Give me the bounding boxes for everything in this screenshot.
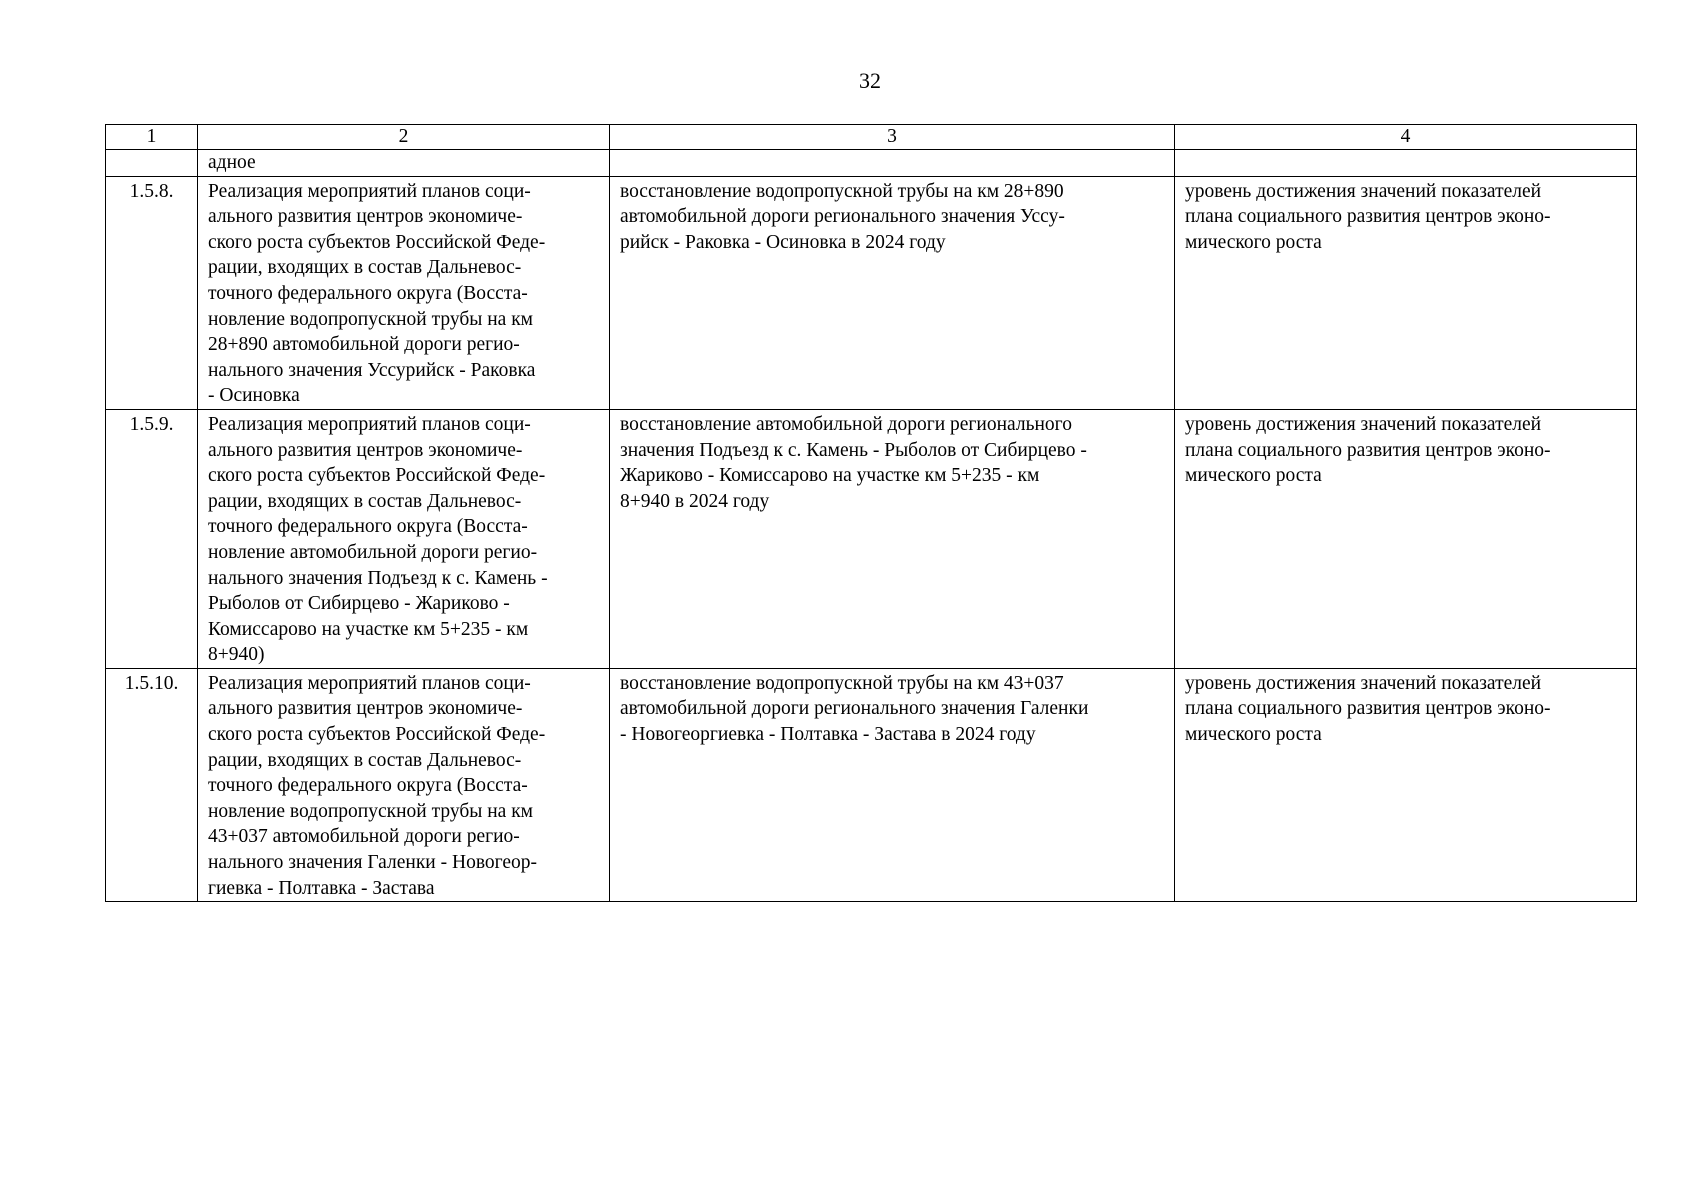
text-line: плана социального развития центров эконо- [1185, 439, 1551, 461]
text-line: точного федерального округа (Восста- [208, 516, 528, 538]
text-line: нального значения Галенки - Новогеор- [208, 852, 538, 874]
text-line: Комиссарово на участке км 5+235 - км [208, 618, 529, 640]
indicator [1175, 176, 1637, 409]
text-line: мического роста [1185, 465, 1322, 487]
expected-result [610, 409, 1175, 668]
text-line: - Осиновка [208, 385, 300, 407]
text-line: плана социального развития центров эконо- [1185, 698, 1551, 720]
continuation-cell-3 [610, 150, 1175, 177]
continuation-cell-2: адное [198, 150, 610, 177]
text-line: рации, входящих в состав Дальневос- [208, 749, 522, 771]
expected-result [610, 176, 1175, 409]
text-line: - Новогеоргиевка - Полтавка - Застава в 2024 году [620, 724, 1036, 746]
text-line: новление водопропускной трубы на км [208, 800, 534, 822]
text-line: автомобильной дороги регионального значения Галенки [620, 698, 1089, 720]
continuation-cell-1 [106, 150, 198, 177]
measures-table [105, 124, 1637, 902]
text-line: Жариково - Комиссарово на участке км 5+235 - км [620, 465, 1040, 487]
measure-description [198, 668, 610, 901]
text-line: восстановление водопропускной трубы на км 43+037 [620, 672, 1064, 694]
text-line: Реализация мероприятий планов соци- [208, 180, 531, 202]
text-line: ского роста субъектов Российской Феде- [208, 724, 546, 746]
text-line: уровень достижения значений показателей [1185, 672, 1542, 694]
text-line: мического роста [1185, 724, 1322, 746]
text-line: точного федерального округа (Восста- [208, 282, 528, 304]
text-line: рации, входящих в состав Дальневос- [208, 490, 522, 512]
table-row [106, 668, 1637, 901]
table-header-row [106, 125, 1637, 150]
row-number: 1.5.8. [106, 176, 198, 409]
text-line: восстановление автомобильной дороги регионального [620, 413, 1072, 435]
measure-description [198, 409, 610, 668]
text-line: ского роста субъектов Российской Феде- [208, 465, 546, 487]
text-line: ального развития центров экономиче- [208, 206, 523, 228]
page-number: 32 [859, 68, 881, 93]
indicator [1175, 668, 1637, 901]
expected-result [610, 668, 1175, 901]
table-row [106, 176, 1637, 409]
text-line: гиевка - Полтавка - Застава [208, 877, 435, 899]
text-line: значения Подъезд к с. Камень - Рыболов от Сибирцево - [620, 439, 1087, 461]
text-line: уровень достижения значений показателей [1185, 180, 1542, 202]
text-line: новление водопропускной трубы на км [208, 308, 534, 330]
text-line: Рыболов от Сибирцево - Жариково - [208, 593, 510, 615]
text-line: Реализация мероприятий планов соци- [208, 672, 531, 694]
text-line: ального развития центров экономиче- [208, 698, 523, 720]
text-line: новление автомобильной дороги регио- [208, 541, 538, 563]
text-line: точного федерального округа (Восста- [208, 775, 528, 797]
text-line: мического роста [1185, 231, 1322, 253]
text-line: рации, входящих в состав Дальневос- [208, 257, 522, 279]
row-number: 1.5.10. [106, 668, 198, 901]
text-line: нального значения Уссурийск - Раковка [208, 359, 536, 381]
header-cell-1: 1 [106, 125, 198, 150]
text-line: восстановление водопропускной трубы на км 28+890 [620, 180, 1064, 202]
continuation-row [106, 150, 1637, 177]
continuation-cell-4 [1175, 150, 1637, 177]
text-line: Реализация мероприятий планов соци- [208, 413, 531, 435]
header-cell-4: 4 [1175, 125, 1637, 150]
text-line: автомобильной дороги регионального значения Уссу- [620, 206, 1065, 228]
text-line: нального значения Подъезд к с. Камень - [208, 567, 548, 589]
indicator [1175, 409, 1637, 668]
text-line: плана социального развития центров эконо- [1185, 206, 1551, 228]
text-line: 28+890 автомобильной дороги регио- [208, 334, 520, 356]
text-line: уровень достижения значений показателей [1185, 413, 1542, 435]
text-line: 43+037 автомобильной дороги регио- [208, 826, 520, 848]
text-line: 8+940 в 2024 году [620, 490, 770, 512]
text-line: рийск - Раковка - Осиновка в 2024 году [620, 231, 946, 253]
text-line: ского роста субъектов Российской Феде- [208, 231, 546, 253]
table-row [106, 409, 1637, 668]
measure-description [198, 176, 610, 409]
header-cell-3: 3 [610, 125, 1175, 150]
row-number: 1.5.9. [106, 409, 198, 668]
text-line: 8+940) [208, 644, 265, 666]
text-line: ального развития центров экономиче- [208, 439, 523, 461]
header-cell-2: 2 [198, 125, 610, 150]
